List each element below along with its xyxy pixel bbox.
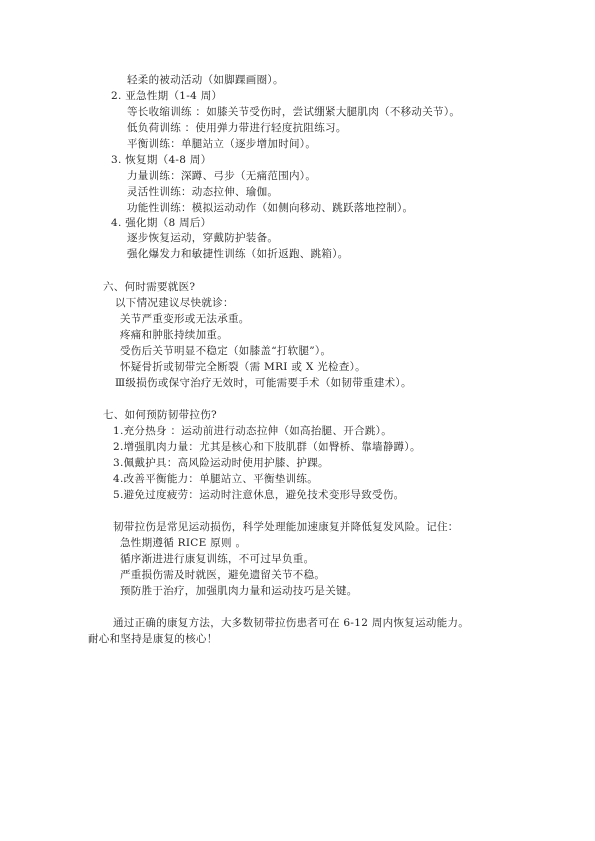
text-line: 4. 强化期（8 周后） (111, 217, 212, 229)
text-line: 5.避免过度疲劳：运动时注意休息，避免技术变形导致受伤。 (113, 489, 405, 501)
text-line: 急性期遵循 RICE 原则 。 (120, 537, 247, 549)
text-line: 怀疑骨折或韧带完全断裂（需 MRI 或 X 光检查）。 (120, 361, 366, 373)
text-line: 3.佩戴护具：高风险运动时使用护膝、护踝。 (113, 457, 329, 469)
text-line: 灵活性训练：动态拉伸、瑜伽。 (127, 186, 279, 198)
text-line: 等长收缩训练 ：如膝关节受伤时，尝试绷紧大腿肌肉（不移动关节）。 (127, 106, 461, 118)
text-line: 循序渐进进行康复训练，不可过早负重。 (120, 553, 315, 565)
text-line: 严重损伤需及时就医，避免遗留关节不稳。 (120, 569, 326, 581)
text-line: 逐步恢复运动，穿戴防护装备。 (127, 232, 279, 244)
text-line: 受伤后关节明显不稳定（如膝盖“打软腿”）。 (120, 345, 332, 357)
section-heading: 六、何时需要就医? (103, 281, 196, 293)
text-line: 通过正确的康复方法，大多数韧带拉伤患者可在 6-12 周内恢复运动能力。 (113, 617, 470, 629)
text-line: 平衡训练：单腿站立（逐步增加时间）。 (127, 138, 317, 150)
text-line: 低负荷训练 ：使用弹力带进行轻度抗阻练习。 (127, 122, 347, 134)
text-line: 功能性训练：模拟运动动作（如侧向移动、跳跃落地控制）。 (127, 202, 414, 214)
text-line: 预防胜于治疗，加强肌肉力量和运动技巧是关键。 (120, 585, 358, 597)
text-line: 2.增强肌肉力量：尤其是核心和下肢肌群（如臀桥、靠墙静蹲）。 (113, 441, 421, 453)
text-line: 3. 恢复期（4-8 周） (111, 154, 212, 166)
text-line: 强化爆发力和敏捷性训练（如折返跑、跳箱）。 (127, 248, 349, 260)
text-line: 以下情况建议尽快就诊： (115, 297, 234, 309)
text-line: Ⅲ级损伤或保守治疗无效时，可能需要手术（如韧带重建术）。 (115, 377, 412, 389)
section-heading: 七、如何预防韧带拉伤? (103, 409, 217, 421)
text-line: 轻柔的被动活动（如脚踝画圈）。 (127, 74, 284, 86)
text-line: 2. 亚急性期（1-4 周） (111, 90, 223, 102)
text-line: 耐心和坚持是康复的核心！ (88, 633, 218, 645)
text-line: 4.改善平衡能力：单腿站立、平衡垫训练。 (113, 473, 319, 485)
text-line: 1.充分热身 ：运动前进行动态拉伸（如高抬腿、开合跳）。 (113, 425, 393, 437)
text-line: 疼痛和肿胀持续加重。 (120, 329, 228, 341)
text-line: 关节严重变形或无法承重。 (120, 313, 250, 325)
text-line: 力量训练：深蹲、弓步（无痛范围内）。 (127, 170, 317, 182)
text-line: 韧带拉伤是常见运动损伤，科学处理能加速康复并降低复发风险。记住： (113, 521, 459, 533)
